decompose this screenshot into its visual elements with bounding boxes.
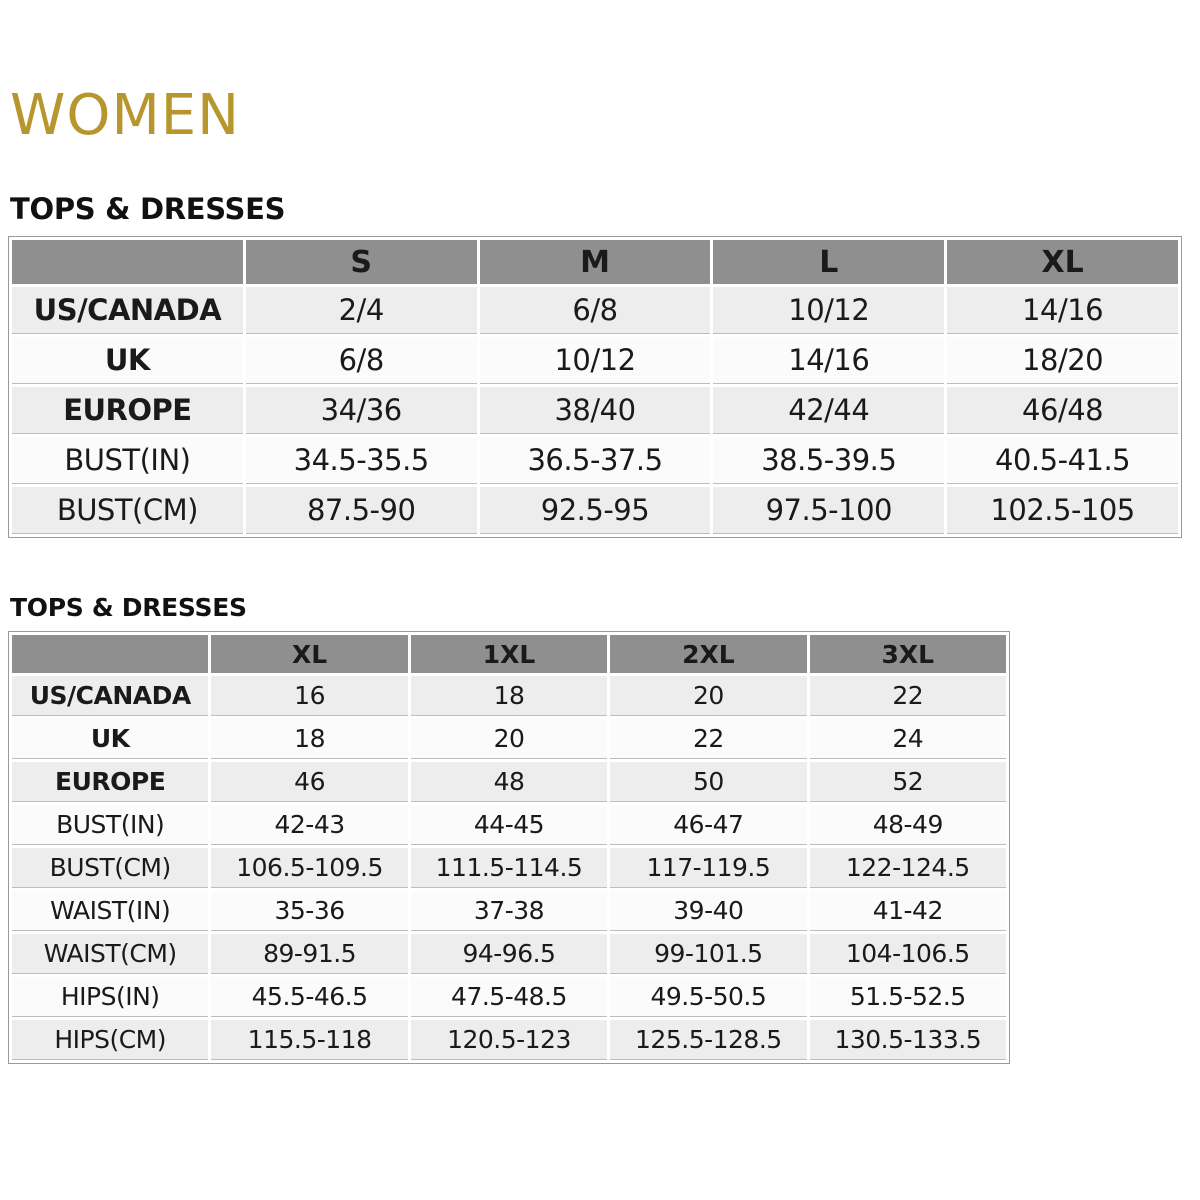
row-label: BUST(IN) <box>12 805 208 845</box>
table-row <box>12 287 1178 334</box>
table-cell: 106.5-109.5 <box>211 848 407 888</box>
table-cell: 42/44 <box>713 387 944 434</box>
table-row <box>12 676 1006 716</box>
row-label: BUST(CM) <box>12 848 208 888</box>
column-header: L <box>713 240 944 284</box>
table-cell: 22 <box>610 719 806 759</box>
table-cell: 99-101.5 <box>610 934 806 974</box>
row-label: UK <box>12 719 208 759</box>
table-cell: 51.5-52.5 <box>810 977 1006 1017</box>
column-header: M <box>480 240 711 284</box>
table-cell: 47.5-48.5 <box>411 977 607 1017</box>
table-cell: 20 <box>411 719 607 759</box>
table-cell: 52 <box>810 762 1006 802</box>
column-header: S <box>246 240 477 284</box>
row-label: US/CANADA <box>12 676 208 716</box>
table-cell: 48-49 <box>810 805 1006 845</box>
table-cell: 18 <box>211 719 407 759</box>
table-cell: 24 <box>810 719 1006 759</box>
table-cell: 14/16 <box>947 287 1178 334</box>
header-row <box>12 240 1178 284</box>
table-row <box>12 805 1006 845</box>
table-cell: 20 <box>610 676 806 716</box>
column-header: XL <box>947 240 1178 284</box>
table-cell: 97.5-100 <box>713 487 944 534</box>
table-cell: 122-124.5 <box>810 848 1006 888</box>
table-cell: 35-36 <box>211 891 407 931</box>
column-header: 1XL <box>411 635 607 673</box>
table-cell: 46 <box>211 762 407 802</box>
table-cell: 104-106.5 <box>810 934 1006 974</box>
table-cell: 6/8 <box>480 287 711 334</box>
table-cell: 18/20 <box>947 337 1178 384</box>
table1-title: TOPS & DRESSES <box>10 192 286 226</box>
table-cell: 41-42 <box>810 891 1006 931</box>
table-cell: 2/4 <box>246 287 477 334</box>
table-cell: 125.5-128.5 <box>610 1020 806 1060</box>
table-cell: 46-47 <box>610 805 806 845</box>
row-label: HIPS(IN) <box>12 977 208 1017</box>
table-row <box>12 337 1178 384</box>
table-cell: 42-43 <box>211 805 407 845</box>
table-cell: 34/36 <box>246 387 477 434</box>
table-cell: 130.5-133.5 <box>810 1020 1006 1060</box>
table-row <box>12 977 1006 1017</box>
row-label: HIPS(CM) <box>12 1020 208 1060</box>
table-cell: 94-96.5 <box>411 934 607 974</box>
table-cell: 50 <box>610 762 806 802</box>
table-cell: 38.5-39.5 <box>713 437 944 484</box>
table-cell: 40.5-41.5 <box>947 437 1178 484</box>
size-table-standard <box>8 236 1182 538</box>
table-cell: 111.5-114.5 <box>411 848 607 888</box>
column-header: 2XL <box>610 635 806 673</box>
table-cell: 22 <box>810 676 1006 716</box>
table-row <box>12 762 1006 802</box>
table-cell: 10/12 <box>713 287 944 334</box>
table-cell: 49.5-50.5 <box>610 977 806 1017</box>
table-cell: 89-91.5 <box>211 934 407 974</box>
row-label: WAIST(CM) <box>12 934 208 974</box>
table-cell: 14/16 <box>713 337 944 384</box>
table-row <box>12 487 1178 534</box>
row-label: UK <box>12 337 243 384</box>
header-row <box>12 635 1006 673</box>
column-header: XL <box>211 635 407 673</box>
header-corner <box>12 635 208 673</box>
table-cell: 48 <box>411 762 607 802</box>
page-title: WOMEN <box>10 83 241 148</box>
row-label: BUST(CM) <box>12 487 243 534</box>
table-cell: 16 <box>211 676 407 716</box>
table2-title: TOPS & DRESSES <box>10 593 247 622</box>
row-label: WAIST(IN) <box>12 891 208 931</box>
row-label: EUROPE <box>12 762 208 802</box>
column-header: 3XL <box>810 635 1006 673</box>
table-row <box>12 934 1006 974</box>
table-row <box>12 719 1006 759</box>
table-cell: 102.5-105 <box>947 487 1178 534</box>
table-row <box>12 437 1178 484</box>
table-cell: 115.5-118 <box>211 1020 407 1060</box>
table-cell: 46/48 <box>947 387 1178 434</box>
table-row <box>12 848 1006 888</box>
row-label: BUST(IN) <box>12 437 243 484</box>
row-label: EUROPE <box>12 387 243 434</box>
size-table-plus <box>8 631 1010 1064</box>
row-label: US/CANADA <box>12 287 243 334</box>
table-cell: 10/12 <box>480 337 711 384</box>
table-cell: 117-119.5 <box>610 848 806 888</box>
header-corner <box>12 240 243 284</box>
table-cell: 36.5-37.5 <box>480 437 711 484</box>
table-cell: 18 <box>411 676 607 716</box>
table-cell: 6/8 <box>246 337 477 384</box>
table-row <box>12 387 1178 434</box>
table-row <box>12 891 1006 931</box>
table-cell: 44-45 <box>411 805 607 845</box>
table-cell: 120.5-123 <box>411 1020 607 1060</box>
table-cell: 87.5-90 <box>246 487 477 534</box>
table-cell: 45.5-46.5 <box>211 977 407 1017</box>
table-cell: 37-38 <box>411 891 607 931</box>
table-cell: 34.5-35.5 <box>246 437 477 484</box>
table-cell: 39-40 <box>610 891 806 931</box>
table-cell: 38/40 <box>480 387 711 434</box>
table-row <box>12 1020 1006 1060</box>
table-cell: 92.5-95 <box>480 487 711 534</box>
